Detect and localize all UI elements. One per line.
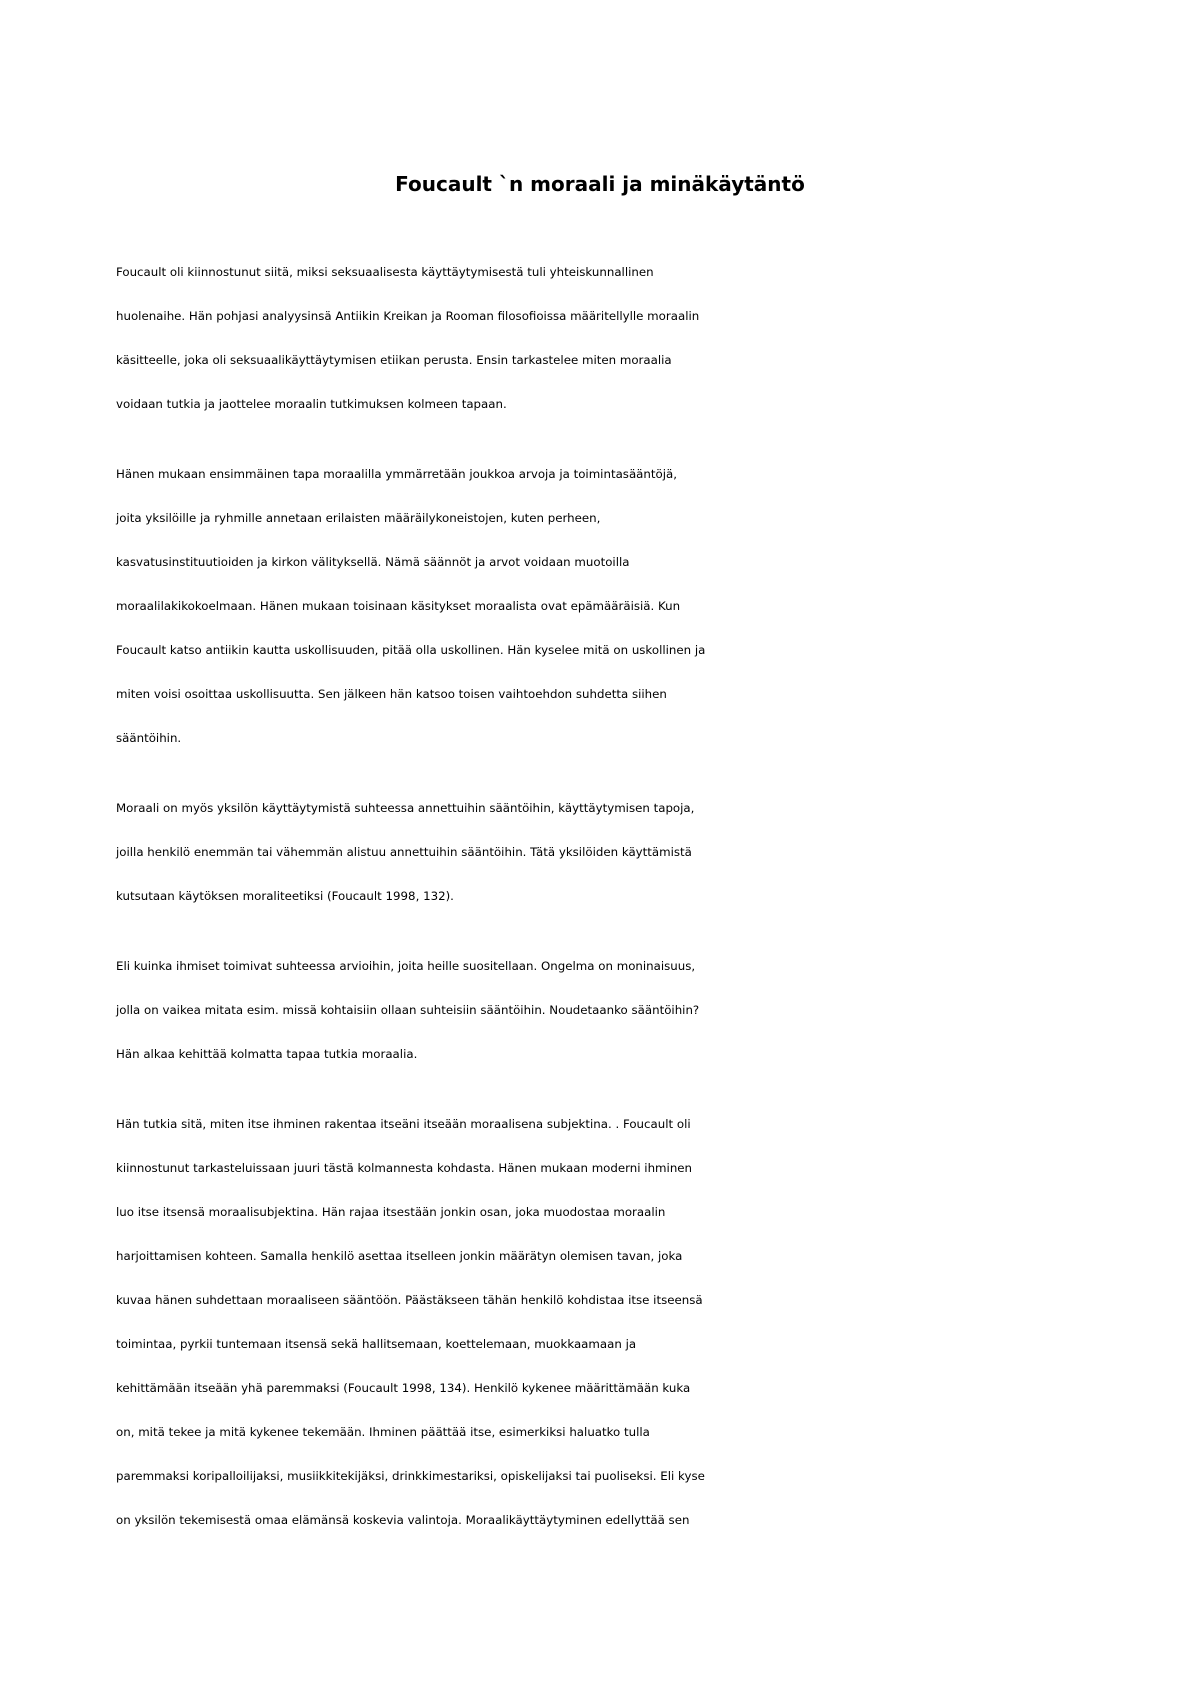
text-line: voidaan tutkia ja jaottelee moraalin tutkimuksen kolmeen tapaan. — [116, 397, 507, 411]
text-line: sääntöihin. — [116, 731, 182, 745]
text-line: Moraali on myös yksilön käyttäytymistä suhteessa annettuihin sääntöihin, käyttäytymisen tapoja, — [116, 801, 695, 815]
paragraph — [116, 250, 1096, 426]
document-title: Foucault `n moraali ja minäkäytäntö — [395, 172, 805, 196]
paragraph — [116, 944, 1096, 1076]
text-line: joilla henkilö enemmän tai vähemmän alistuu annettuihin sääntöihin. Tätä yksilöiden käyttämistä — [116, 845, 692, 859]
text-line: miten voisi osoittaa uskollisuutta. Sen jälkeen hän katsoo toisen vaihtoehdon suhdetta siihen — [116, 687, 667, 701]
text-line: kuvaa hänen suhdettaan moraaliseen sääntöön. Päästäkseen tähän henkilö kohdistaa itse itseensä — [116, 1293, 703, 1307]
text-line: Hän tutkia sitä, miten itse ihminen rakentaa itseäni itseään moraalisena subjektina. . Foucault oli — [116, 1117, 691, 1131]
text-line: käsitteelle, joka oli seksuaalikäyttäytymisen etiikan perusta. Ensin tarkastelee miten moraalia — [116, 353, 672, 367]
paragraph — [116, 786, 1096, 918]
text-line: moraalilakikokoelmaan. Hänen mukaan toisinaan käsitykset moraalista ovat epämääräisiä. Kun — [116, 599, 681, 613]
text-line: kiinnostunut tarkasteluissaan juuri tästä kolmannesta kohdasta. Hänen mukaan moderni ihminen — [116, 1161, 693, 1175]
text-line: paremmaksi koripalloilijaksi, musiikkitekijäksi, drinkkimestariksi, opiskelijaksi tai puoliseksi. Eli kyse — [116, 1469, 705, 1483]
text-line: kehittämään itseään yhä paremmaksi (Foucault 1998, 134). Henkilö kykenee määrittämään kuka — [116, 1381, 691, 1395]
text-line: Eli kuinka ihmiset toimivat suhteessa arvioihin, joita heille suositellaan. Ongelma on moninaisuus, — [116, 959, 696, 973]
text-line: huolenaihe. Hän pohjasi analyysinsä Antiikin Kreikan ja Rooman filosofioissa määritellylle moraalin — [116, 309, 700, 323]
text-line: toimintaa, pyrkii tuntemaan itsensä sekä hallitsemaan, koettelemaan, muokkaamaan ja — [116, 1337, 637, 1351]
text-line: on yksilön tekemisestä omaa elämänsä koskevia valintoja. Moraalikäyttäytyminen edellyttää sen — [116, 1513, 690, 1527]
paragraph — [116, 1102, 1096, 1542]
text-line: Foucault oli kiinnostunut siitä, miksi seksuaalisesta käyttäytymisestä tuli yhteiskunnallinen — [116, 265, 654, 279]
text-line: Hänen mukaan ensimmäinen tapa moraalilla ymmärretään joukkoa arvoja ja toimintasääntöjä, — [116, 467, 677, 481]
document-body — [116, 250, 1096, 1568]
text-line: Hän alkaa kehittää kolmatta tapaa tutkia moraalia. — [116, 1047, 418, 1061]
text-line: kasvatusinstituutioiden ja kirkon välityksellä. Nämä säännöt ja arvot voidaan muotoilla — [116, 555, 630, 569]
text-line: jolla on vaikea mitata esim. missä kohtaisiin ollaan suhteisiin sääntöihin. Noudetaanko sääntöihin? — [116, 1003, 700, 1017]
text-line: joita yksilöille ja ryhmille annetaan erilaisten määräilykoneistojen, kuten perheen, — [116, 511, 601, 525]
text-line: on, mitä tekee ja mitä kykenee tekemään. Ihminen päättää itse, esimerkiksi haluatko tulla — [116, 1425, 650, 1439]
text-line: luo itse itsensä moraalisubjektina. Hän rajaa itsestään jonkin osan, joka muodostaa moraalin — [116, 1205, 666, 1219]
text-line: kutsutaan käytöksen moraliteetiksi (Foucault 1998, 132). — [116, 889, 454, 903]
paragraph — [116, 452, 1096, 760]
text-line: harjoittamisen kohteen. Samalla henkilö asettaa itselleen jonkin määrätyn olemisen tavan, joka — [116, 1249, 683, 1263]
text-line: Foucault katso antiikin kautta uskollisuuden, pitää olla uskollinen. Hän kyselee mitä on uskollinen ja — [116, 643, 706, 657]
